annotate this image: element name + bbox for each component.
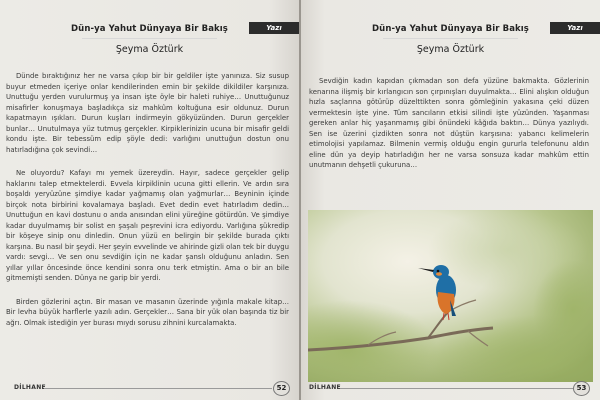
title-rule — [383, 38, 518, 39]
footer-rule — [340, 388, 573, 389]
paragraph: Ne oluyordu? Kafayı mı yemek üzereydin. Hayır, sadece gerçekler gelip haklarını talep etmektelerdi. Evvela kirpiklinin ucuna gitti ellerin. Ve ardın sıra boşaldı yeryüzüne şimdiye kadar yağmamış olan yağmurlar… Beyninin içinde birçok nota birbirini kovalamaya başladı. Evet dedin evet hatırladım dedin… Unuttuğun en kavi dostunu o anda anısından elini yüreğine götürdün. Ve şimdiye kadar duyulmamış bir solist en şaşalı peşrevini icra ediyordu. Varlığına şükredip bir köşeye sinip onu dinledin. Onun yüzü en belirgin bir şekilde burada çıktı karşına. Bu nasıl bir şeydi. Her şeyin evvelinde ve ahirinde gizli olan tek bir duygu vardı: sevgi… Ve sen onu sevdiğin için ne kadar şanslı olduğunu anladın. Sen yıllar yıllar öncesinde önce kendini sonra onu terk etmiştin. Ama o bir an bile gitmemişti senden. Dünya ne garip bir yerdi. — [6, 169, 289, 282]
running-head: Dün-ya Yahut Dünyaya Bir Bakış — [71, 24, 228, 34]
author-name: Şeyma Öztürk — [416, 44, 485, 55]
author-name: Şeyma Öztürk — [115, 44, 184, 55]
kingfisher-photo — [308, 210, 593, 382]
kingfisher-illustration — [308, 210, 593, 382]
paragraph: Sevdiğin kadın kapıdan çıkmadan son defa yüzüne bakmakta. Gözlerinin kenarına ilişmiş bir kırlangıcın son çırpınışları duyulmakta… Elini alışkın olduğun hızla saçlarına götürüp düzelttikten sonra gömleğinin yakasına çeki düzen vermektesin işte yine. Tüm sancıların etkisi silindi işte yüzünden. Yaşanması gereken anlar hiç yaşanmamış gibi önündeki kâğıda baktın… Dünya yazılıydı. Sen ise üzerini çizdikten sonra not düştün karşısına: yabancı kelimelerin etimolojisi yapılamaz. Bilmenin vermiş olduğu engin gururla telefonunu aldın eline dün ya deyip hatırladığın her ne varsa sonsuza kadar mahkûm ettin unutmanın dehşetli çukuruna… — [309, 77, 589, 169]
right-page — [301, 0, 600, 400]
section-tab: Yazı — [550, 22, 600, 34]
left-page — [0, 0, 299, 400]
paragraph: Birden gözlerini açtın. Bir masan ve masanın üzerinde yığınla makale kitap… Bir levha büyük harflerle yazılı adın. Gerçekler… Sana bir yük olan başında tiz bir ağrı. Olmak istediğin yer burası mıydı sorusu zihnini kurcalamakta. — [6, 297, 289, 327]
article-body — [309, 76, 589, 184]
page-number: 53 — [573, 381, 590, 396]
publication-logo: DİLHANE — [14, 384, 46, 391]
publication-logo: DİLHANE — [309, 384, 341, 391]
running-head: Dün-ya Yahut Dünyaya Bir Bakış — [372, 24, 529, 34]
page-number: 52 — [273, 381, 290, 396]
paragraph: Dünde bıraktığınız her ne varsa çıkıp bir bir geldiler işte yanınıza. Siz susup buyur etmeden içeriye onlar kendilerinden emin bir şekilde dikildiler karşınıza. Unuttuğu yerden vurulurmuş ya insan işte öyle bir haleti ruhiye… Unuttuğunuz misafirler konuşmaya başladıkça siz mahkûm koltuğuna esir oldunuz. Durun kapatmayın ışıkları. Durun kuşları indirmeyin gökyüzünden. Durun gerçekler bunlar… Unutulmaya yüz tutmuş gerçekler. Kirpiklerinizin ucuna bir misafir geldi kondu işte. Bir tebessüm edip şöyle dedi: varlığını unuttuğun dostun onu hatırladığına çok sevindi… — [6, 72, 289, 154]
article-body — [6, 71, 289, 341]
footer-rule — [44, 388, 272, 389]
title-rule — [82, 38, 217, 39]
section-tab: Yazı — [249, 22, 299, 34]
